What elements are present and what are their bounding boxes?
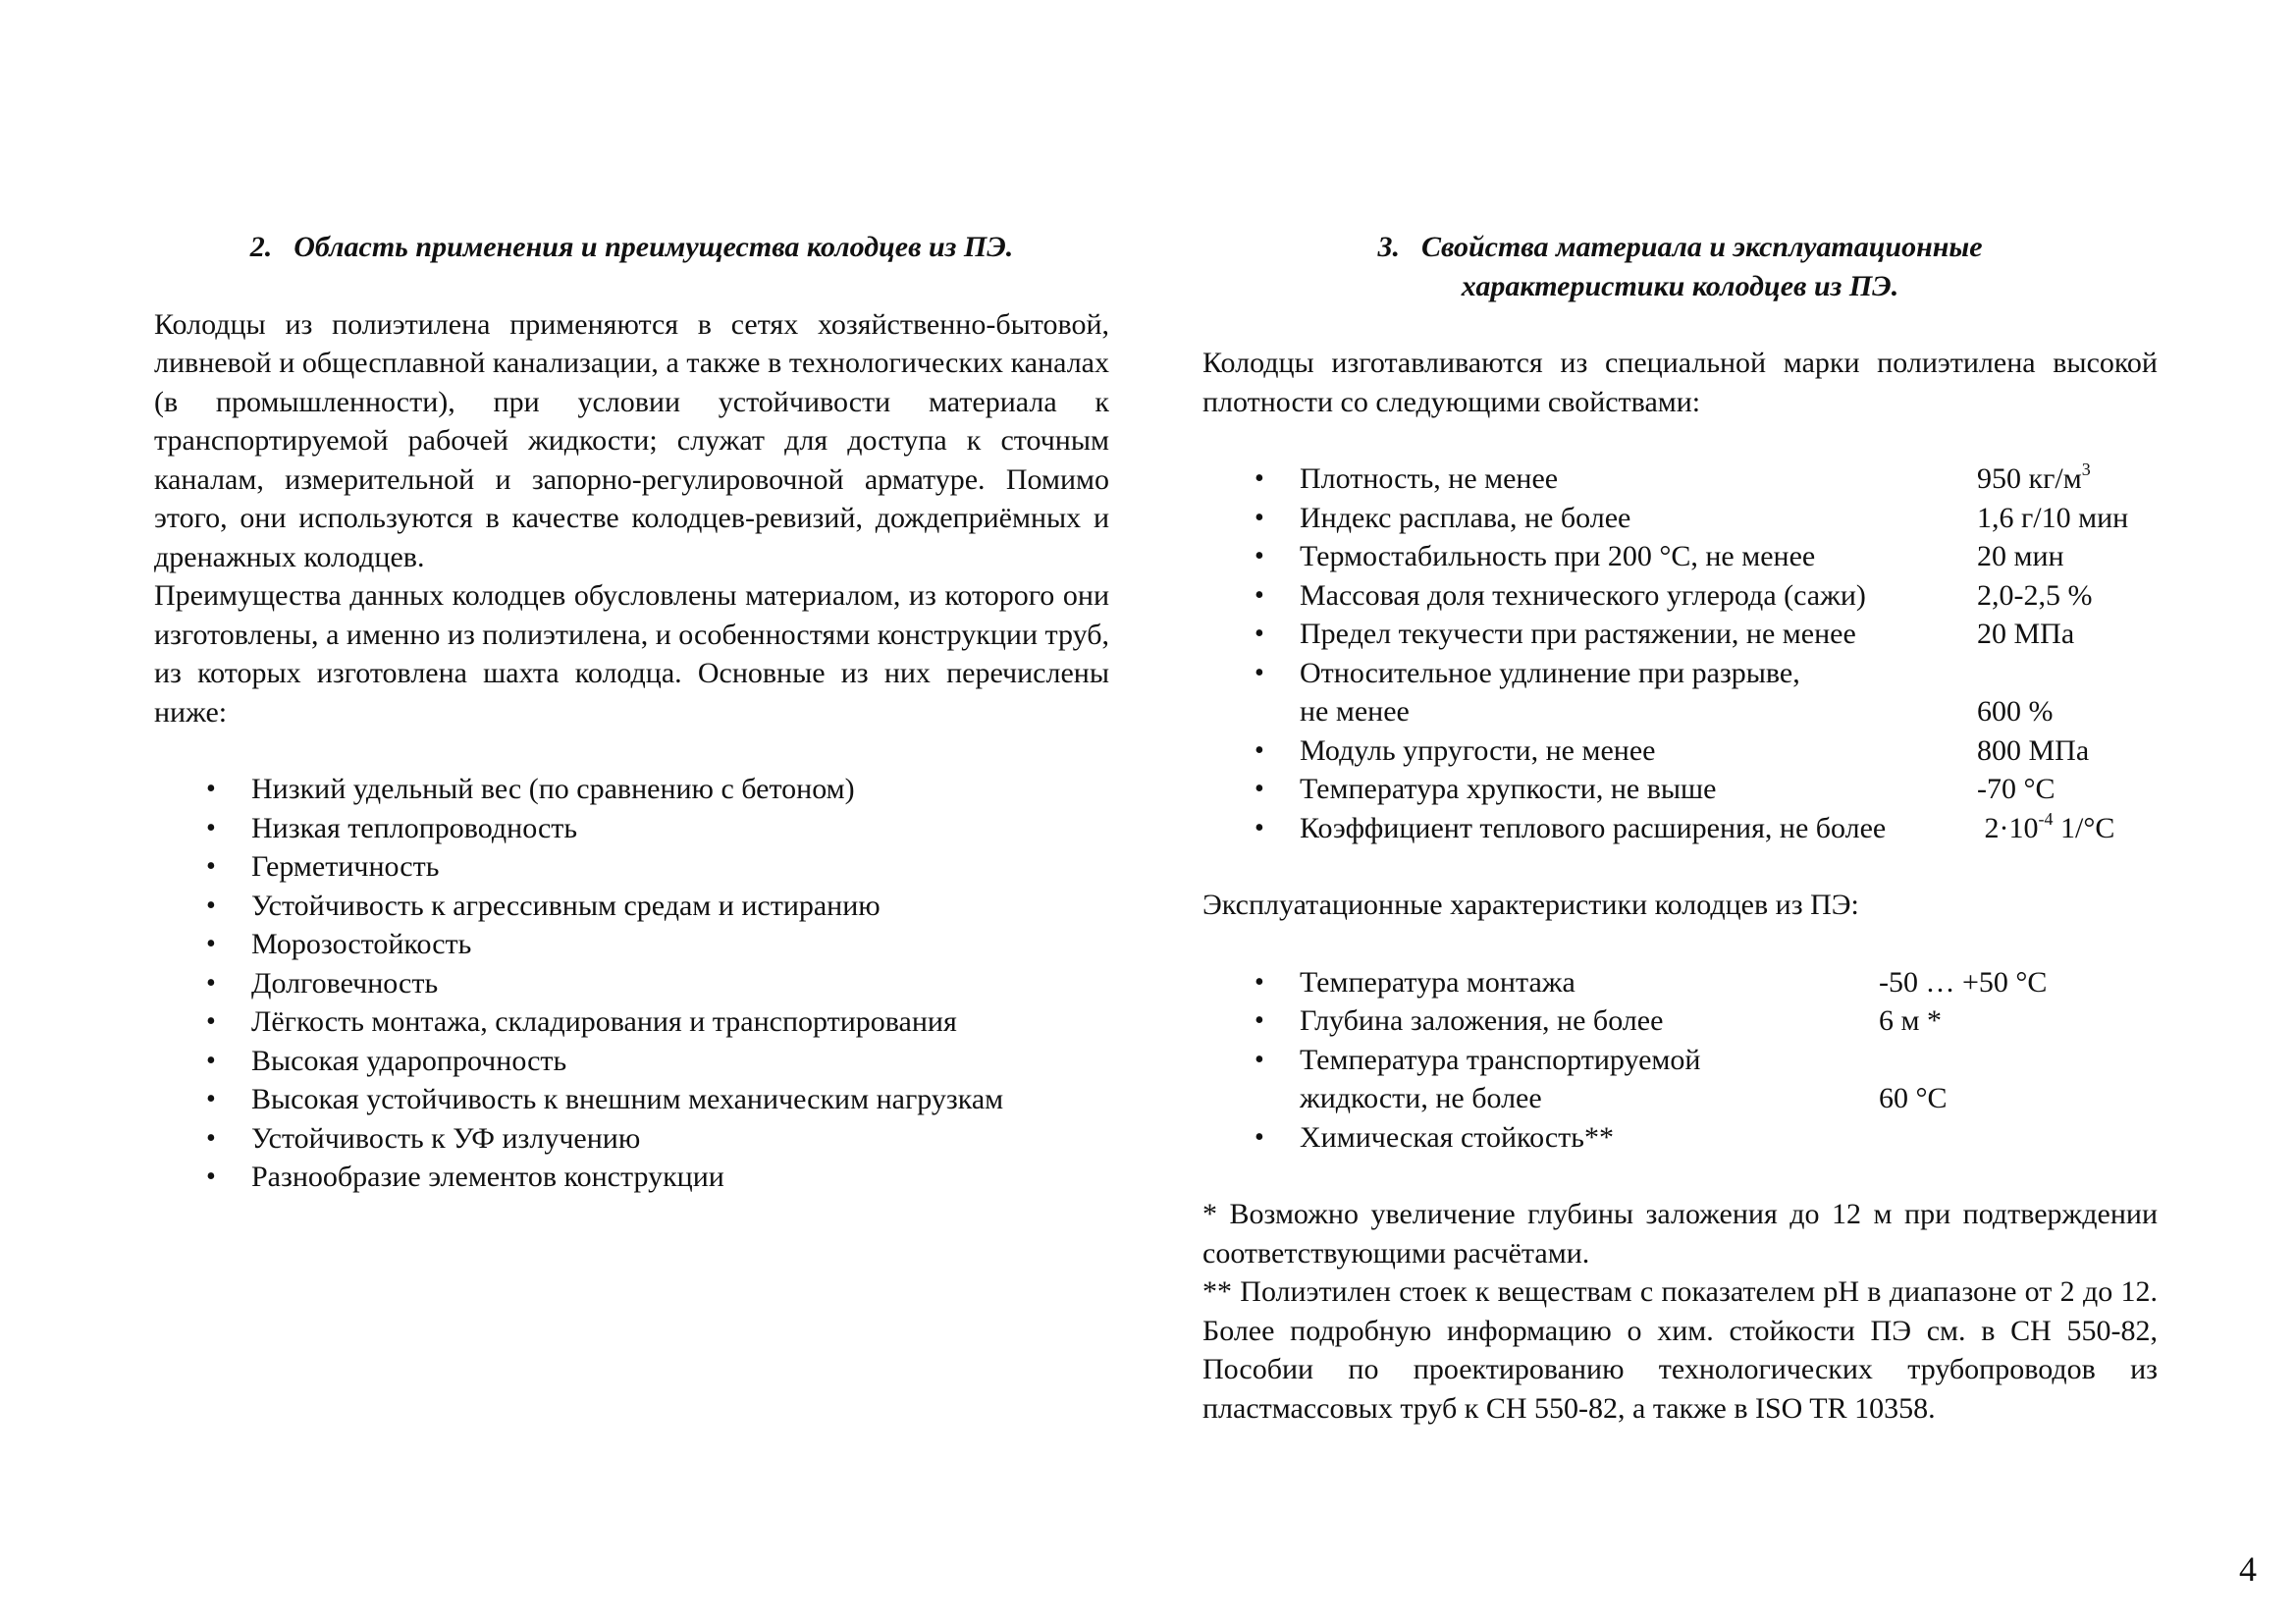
list-item: • Устойчивость к агрессивным средам и истиранию: [154, 887, 1109, 926]
property-name: • Плотность, не менее: [1300, 462, 1559, 495]
property-name: • Модуль упругости, не менее: [1300, 733, 1656, 767]
property-value: -70 °С: [1977, 773, 2056, 805]
property-value: 800 МПа: [1977, 733, 2090, 767]
list-item: • Герметичность: [154, 847, 1109, 887]
property-row: [1202, 576, 2158, 616]
property-value: $2\cdot 10^{-4}$ 1/°С: [1984, 808, 2115, 844]
operational-name-cont: жидкости, не более: [1300, 1082, 1542, 1114]
operational-row: [1202, 1041, 2158, 1118]
material-intro: Колодцы изготавливаются из специальной марки полиэтилена высокой плотности со следующими свойствами:: [1202, 347, 2158, 418]
list-item: • Высокая устойчивость к внешним механическим нагрузкам: [154, 1080, 1109, 1119]
list-item: • Низкий удельный вес (по сравнению с бетоном): [154, 770, 1109, 809]
property-value: 950 $кг/м^3$: [1977, 460, 2091, 495]
section-3-title-line1: Свойства материала и эксплуатационные: [1420, 231, 1983, 263]
section-3-column: [1202, 228, 2158, 1428]
list-item: • Устойчивость к УФ излучению: [154, 1119, 1109, 1159]
property-name: • Относительное удлинение при разрыве,: [1300, 656, 1800, 689]
operational-name: • Температура транспортируемой: [1300, 1043, 1701, 1076]
operational-title: Эксплуатационные характеристики колодцев из ПЭ:: [1202, 889, 1859, 921]
property-row: [1202, 731, 2158, 771]
page-number: 4: [2239, 1549, 2257, 1589]
property-row: [1202, 537, 2158, 576]
advantages-paragraph: Преимущества данных колодцев обусловлены материалом, из которого они изготовлены, а именно из полиэтилена, и особенностями конструкции труб, из которых изготовлена шахта колодца. Основные из них перечислены ниже:: [154, 579, 1109, 729]
list-item: • Лёгкость монтажа, складирования и транспортирования: [154, 1002, 1109, 1042]
property-row: [1202, 770, 2158, 809]
operational-value: [1879, 1118, 2158, 1158]
property-name: • Предел текучести при растяжении, не менее: [1300, 618, 1856, 650]
list-item: • Разнообразие элементов конструкции: [154, 1158, 1109, 1197]
property-row: [1202, 809, 2158, 848]
operational-row: [1202, 1118, 2158, 1158]
property-row: [1202, 615, 2158, 654]
list-item: • Долговечность: [154, 964, 1109, 1003]
list-item: • Высокая ударопрочность: [154, 1042, 1109, 1081]
section-2-heading: [154, 228, 1109, 267]
advantages-list: [154, 770, 1109, 1197]
property-value: 1,6 г/10 мин: [1977, 501, 2129, 534]
property-name: • Индекс расплава, не более: [1300, 501, 1631, 534]
property-value: 20 мин: [1977, 540, 2064, 572]
property-name: • Массовая доля технического углерода (сажи): [1300, 578, 1866, 612]
section-3-title-line2: характеристики колодцев из ПЭ.: [1461, 269, 1899, 302]
properties-list: [1202, 460, 2158, 847]
property-value: 2,0-2,5 %: [1977, 578, 2093, 612]
application-paragraph: Колодцы из полиэтилена применяются в сетях хозяйственно-бытовой, ливневой и общесплавной канализации, а также в технологических каналах (в промышленности), при условии устойчивости материала к транспортируемой рабочей жидкости; служат для доступа к сточным каналам, измерительной и запорно-регулировочной арматуре. Помимо этого, они используются в качестве колодцев-ревизий, дождеприёмных и дренажных колодцев.: [154, 307, 1109, 573]
property-name: • Термостабильность при 200 °С, не менее: [1300, 540, 1816, 572]
list-item: • Морозостойкость: [154, 925, 1109, 964]
operational-value: 60 °С: [1879, 1082, 1948, 1114]
operational-value: 6 м *: [1879, 1004, 1942, 1037]
property-value: 600 %: [1977, 695, 2054, 728]
property-row: [1202, 460, 2158, 499]
operational-name: • Глубина заложения, не более: [1300, 1004, 1664, 1037]
section-3-heading: [1202, 228, 2158, 305]
section-2-column: [154, 228, 1109, 1197]
footnote-chemical: ** Полиэтилен стоек к веществам с показателем рН в диапазоне от 2 до 12. Более подробную информацию о хим. стойкости ПЭ см. в СН 550-82, Пособии по проектированию технологических трубопроводов из пластмассовых труб к СН 550-82, а также в ISO TR 10358.: [1202, 1275, 2158, 1425]
property-name: • Коэффициент теплового расширения, не более: [1300, 811, 1887, 844]
operational-name: • Химическая стойкость**: [1300, 1120, 1614, 1154]
operational-name: • Температура монтажа: [1300, 965, 1575, 999]
operational-list: [1202, 963, 2158, 1158]
property-name-cont: не менее: [1300, 695, 1410, 728]
operational-value: -50 … +50 °С: [1879, 965, 2048, 999]
section-2-title: Область применения и преимущества колодцев из ПЭ.: [294, 231, 1014, 263]
section-2-number: 2.: [249, 231, 273, 263]
property-name: • Температура хрупкости, не выше: [1300, 773, 1717, 805]
list-item: • Низкая теплопроводность: [154, 809, 1109, 848]
footnote-depth: * Возможно увеличение глубины заложения до 12 м при подтверждении соответствующими расчётами.: [1202, 1198, 2158, 1270]
property-row: [1202, 654, 2158, 731]
operational-row: [1202, 963, 2158, 1002]
property-row: [1202, 499, 2158, 538]
property-value: 20 МПа: [1977, 618, 2075, 650]
section-3-number: 3.: [1377, 231, 1400, 263]
operational-row: [1202, 1001, 2158, 1041]
